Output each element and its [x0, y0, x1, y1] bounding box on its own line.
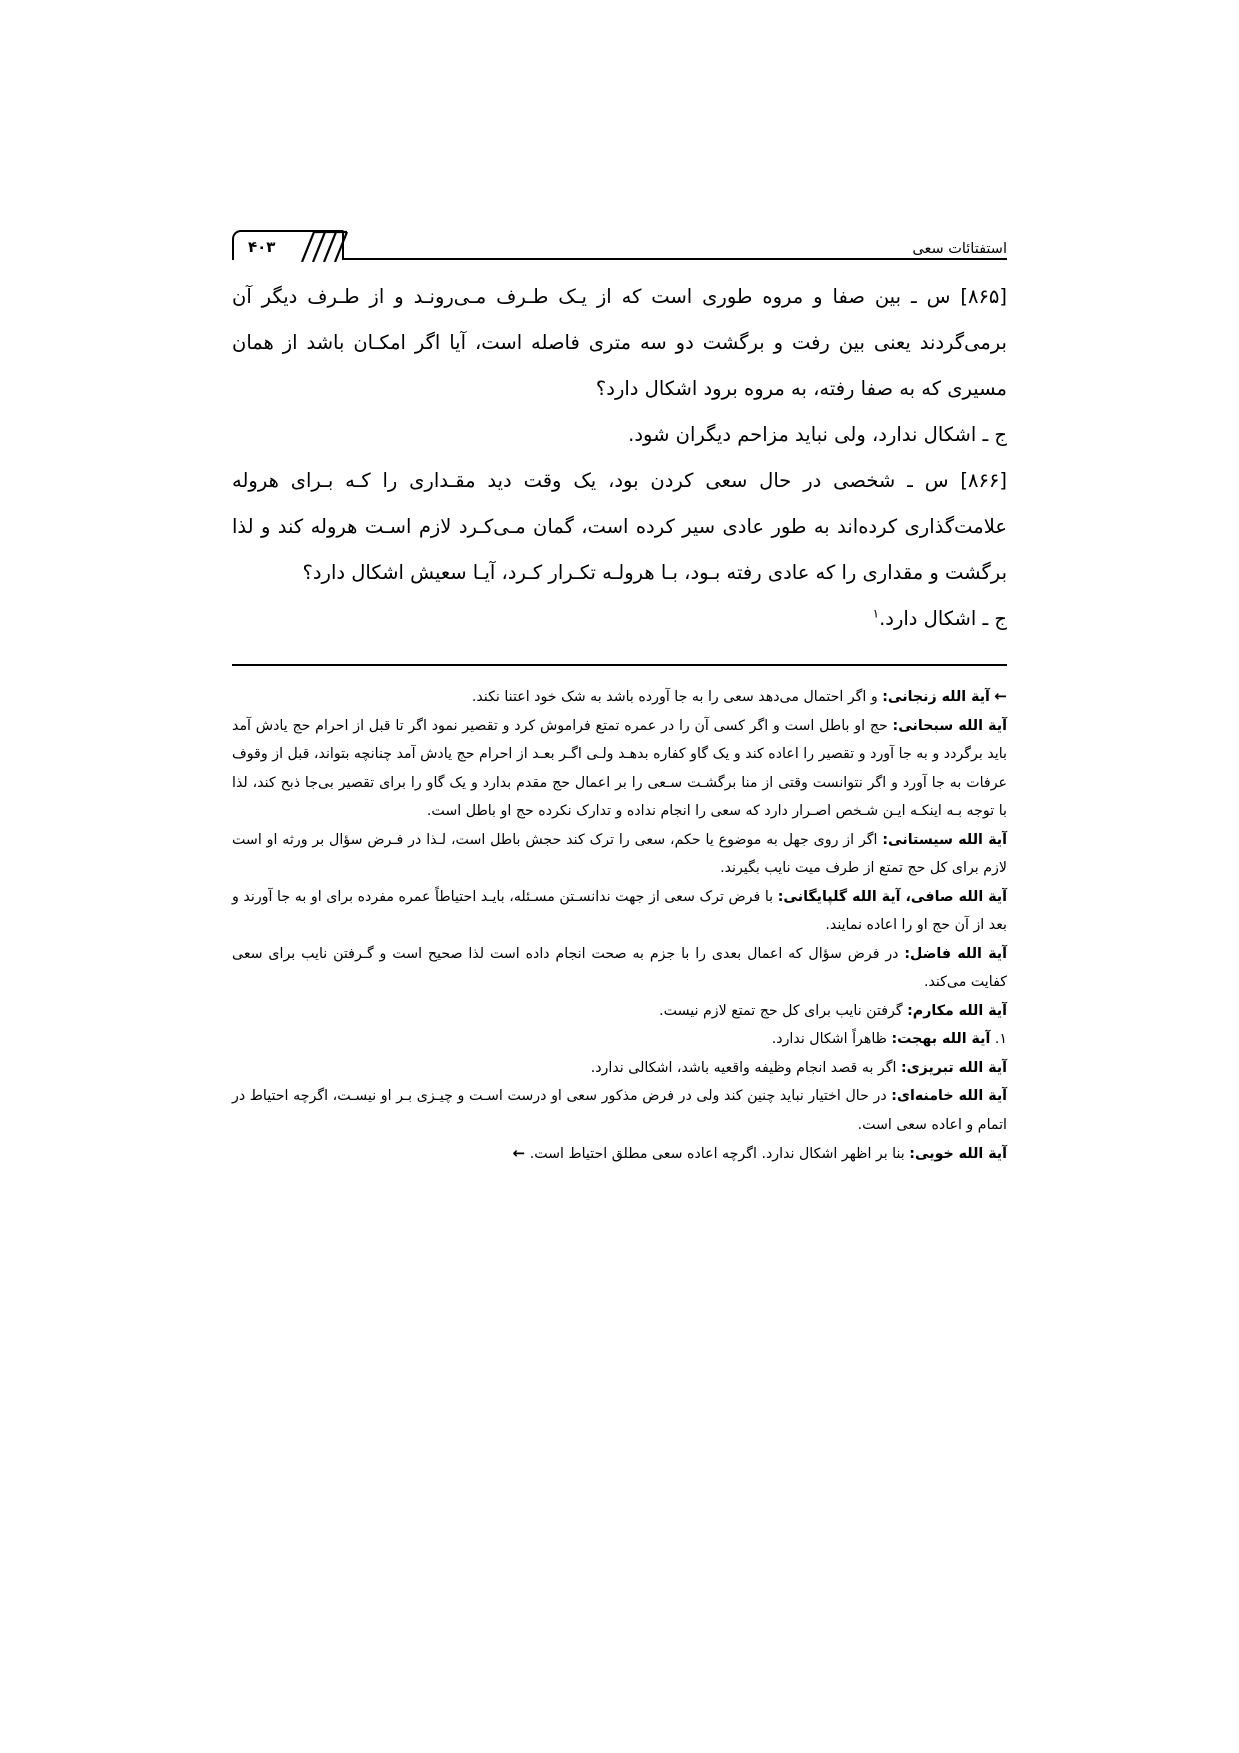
footnote-entry-tabrizi	[232, 1054, 1007, 1083]
answer-866: ج ـ اشکال دارد.	[879, 607, 1007, 630]
footnote-entry-zanjani	[232, 682, 1007, 712]
footnote-entry-khamenei	[232, 1082, 1007, 1139]
footnote-text: بنا بر اظهر اشکال ندارد. اگرچه اعاده سعی مطلق احتیاط است.	[529, 1146, 905, 1162]
answer-865: ج ـ اشکال ندارد، ولی نباید مزاحم دیگران شود.	[628, 423, 1007, 446]
footnote-text: گرفتن نایب برای کل حج تمتع لازم نیست.	[659, 1002, 903, 1019]
footnote-entry-safi-golpayegani	[232, 883, 1007, 940]
footnote-text: ظاهراً اشکال ندارد.	[771, 1031, 887, 1047]
footnote-authority-name: آیة الله خویی:	[909, 1146, 1007, 1162]
footnote-authority-name: آیة الله مکارم:	[907, 1002, 1007, 1019]
footnote-text: اگر از روی جهل به موضوع یا حکم، سعی را ترک کند حجش باطل است، لـذا در فـرض سؤال بر ورثه او است لازم برای کل حج تمتع از طرف میت نایب بگیرند.	[232, 831, 1007, 876]
footnote-entry-bahjat	[232, 1025, 1007, 1054]
footnote-entry-fazel	[232, 940, 1007, 997]
footnote-authority-name: آیة الله تبریزی:	[900, 1059, 1007, 1076]
footnote-authority-name: آیة الله سیستانی:	[882, 831, 1007, 848]
footnote-authority-name: آیة الله سبحانی:	[892, 717, 1007, 734]
decorative-slashes-icon	[300, 230, 356, 262]
footnote-text: حج او باطل است و اگر کسی آن را در عمره تمتع فراموش کرد و تقصیر نمود اگر تا قبل از احرام حج یادش آمد باید برگردد و به جا آورد و تقصیر را اعاده کند و یک گاو کفاره بدهـد ولـی اگـر بعـد از احرام حج یادش آمد چنانچه بتواند، قبل از وقوف عرفات به جا آورد و اگر نتوانست وقتی از منا برگشـت سـعی را بر اعمال حج مقدم بدارد و یک گاو را برای تقصیر بی‌جا ذبح کند، لذا با توجه بـه اینکـه ایـن شـخص اصـرار دارد که سعی را انجام نداده و تدارک نکرده حج او باطل است.	[232, 717, 1007, 819]
footnote-text: با فرض ترک سعی از جهت ندانسـتن مسـئله، بایـد احتیاطاً عمره مفرده برای او به جا آورند و بعد از آن حج او را اعاده نمایند.	[232, 888, 1007, 933]
footnote-text: اگر به قصد انجام وظیفه واقعیه باشد، اشکالی ندارد.	[590, 1059, 897, 1076]
running-header	[232, 196, 1007, 260]
footnote-list	[232, 682, 1007, 1169]
footnote-text: در حال اختیار نباید چنین کند ولی در فرض مذکور سعی او درست اسـت و چیـزی بـر او نیسـت، اگرچه احتیاط در اتمام و اعاده سعی است.	[232, 1088, 1007, 1133]
question-865: [۸۶۵] س ـ بین صفا و مروه طوری است که از یـک طـرف مـی‌رونـد و از طـرف دیگر آن برمی‌گردند یعنی بین رفت و برگشت دو سه متری فاصله است، آیا اگر امکـان باشد از همان مسیری که به صفا رفته، به مروه برود اشکال دارد؟	[232, 285, 1007, 400]
footnote-text: در فرض سؤال که اعمال بعدی را با جزم به صحت انجام داده است لذا صحیح است و گـرفتن نایب برای سعی کفایت می‌کند.	[232, 945, 1007, 990]
footnote-entry-khoei	[232, 1139, 1007, 1169]
footnote-authority-name: آیة الله صافی، آیة الله گلپایگانی:	[777, 888, 1007, 905]
footnote-authority-name: آیة الله خامنه‌ای:	[891, 1088, 1008, 1104]
body-text	[232, 274, 1007, 642]
footnote-entry-sistani	[232, 826, 1007, 883]
footnote-text: و اگر احتمال می‌دهد سعی را به جا آورده باشد به شک خود اعتنا نکند.	[471, 689, 878, 705]
running-header-title: استفتائات سعی	[912, 241, 1007, 257]
footnote-entry-makarem	[232, 997, 1007, 1026]
footnote-separator	[232, 664, 1007, 666]
footnote-marker: ۱	[872, 606, 880, 621]
footnote-entry-sobhani	[232, 712, 1007, 826]
footnote-authority-name: آیة الله بهجت:	[891, 1031, 991, 1047]
answer-866-line	[232, 596, 1007, 642]
page-number-plaque	[232, 230, 344, 260]
continuation-arrow-end-icon: ←	[512, 1144, 526, 1162]
continuation-arrow-icon: ←	[994, 687, 1007, 705]
footnote-authority-name: آیة الله زنجانی:	[882, 689, 990, 705]
page-content	[232, 196, 1007, 1169]
page-number: ۴۰۳	[248, 238, 276, 256]
footnote-number: ۱.	[994, 1031, 1007, 1047]
footnote-authority-name: آیة الله فاضل:	[904, 945, 1007, 962]
question-866: [۸۶۶] س ـ شخصی در حال سعی کردن بود، یک وقت دید مقـداری را کـه بـرای هروله علامت‌گذاری کرده‌اند به طور عادی سیر کرده است، گمان مـی‌کـرد لازم اسـت هروله کند و لذا برگشت و مقداری را که عادی رفته بـود، بـا هرولـه تکـرار کـرد، آیـا سعیش اشکال دارد؟	[232, 469, 1007, 584]
